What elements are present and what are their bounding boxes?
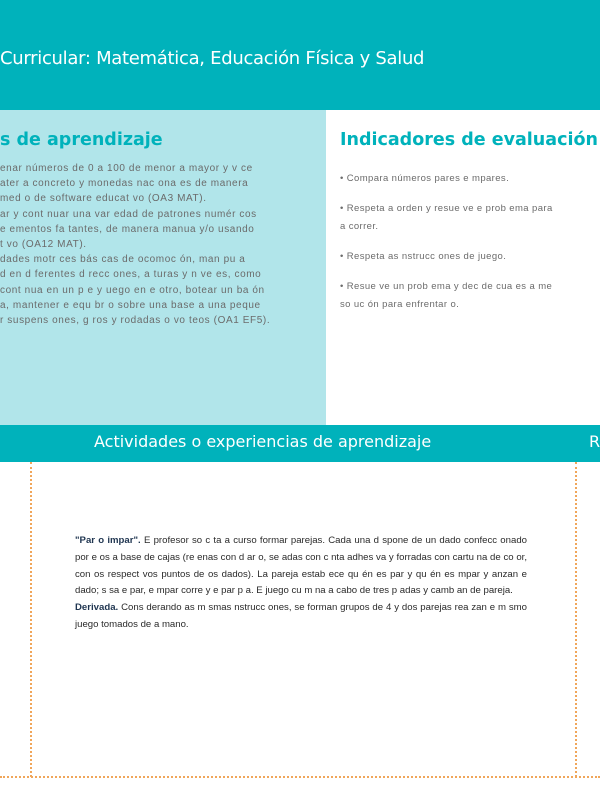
indicator-item: • Resue ve un prob ema y dec de cua es a me so uc ón para enfrentar o. [340, 281, 553, 310]
activity-variant-paragraph: Derivada. Cons derando as m smas nstrucc ones, se forman grupos de 4 y dos parejas rea zan e m smo juego tomados de a mano. [75, 602, 527, 630]
page-title: Curricular: Matemática, Educación Física y Salud [0, 48, 425, 69]
header-band [0, 0, 600, 110]
activity-description [75, 533, 527, 634]
dotted-divider-left [30, 462, 32, 777]
activities-section-header [0, 425, 600, 462]
evaluation-indicators-panel [326, 110, 600, 425]
objective-line: ater a concreto y monedas nac ona es de manera [0, 178, 249, 190]
activity-paragraph: "Par o impar". E profesor so c ta a curso formar parejas. Cada una d spone de un dado confecc onado por e os a base de cajas (re enas con d ar o, se adas con c nta adhes va y forradas con cartu na de co or, con os respect vos puntos de os dados). La pareja estab ece qu én es par y qu én es mpar y anzan e dado; s sa e par, e mpar corre y e par p a. E juego cu m na a cabo de tres p adas y camb an de pareja. [75, 535, 527, 597]
objective-line: a, mantener e equ br o sobre una base a una peque [0, 299, 261, 311]
dotted-divider-right [575, 462, 577, 777]
resources-section-title-partial: R [589, 432, 600, 451]
objective-line: dades motr ces bás cas de ocomoc ón, man pu a [0, 254, 246, 266]
objective-line: r suspens ones, g ros y rodadas o vo teos (OA1 EF5). [0, 315, 271, 327]
objectives-heading: s de aprendizaje [0, 130, 163, 150]
activity-name: "Par o impar". [75, 535, 141, 546]
indicator-item: • Compara números pares e mpares. [340, 173, 510, 184]
objective-line: d en d ferentes d recc ones, a turas y n ve es, como [0, 269, 262, 281]
indicator-item: • Respeta as nstrucc ones de juego. [340, 251, 507, 262]
objective-line: ar y cont nuar una var edad de patrones numér cos [0, 208, 257, 220]
objective-line: enar números de 0 a 100 de menor a mayor y v ce [0, 163, 253, 174]
activity-variant-label: Derivada. [75, 602, 119, 614]
objective-line: med o de software educat vo (OA3 MAT). [0, 193, 207, 205]
indicators-list [340, 170, 600, 326]
learning-objectives-panel [0, 110, 326, 425]
objective-line: cont nua en un p e y uego en e otro, botear un ba ón [0, 284, 265, 296]
objective-line: t vo (OA12 MAT). [0, 239, 87, 251]
objective-line: e ementos fa tantes, de manera manua y/o usando [0, 223, 255, 235]
objectives-text [0, 161, 310, 328]
activities-section-title: Actividades o experiencias de aprendizaje [94, 432, 432, 451]
indicator-item: • Respeta a orden y resue ve e prob ema para a correr. [340, 203, 553, 232]
dotted-divider-bottom [0, 776, 600, 778]
indicators-heading: Indicadores de evaluación [340, 130, 598, 150]
